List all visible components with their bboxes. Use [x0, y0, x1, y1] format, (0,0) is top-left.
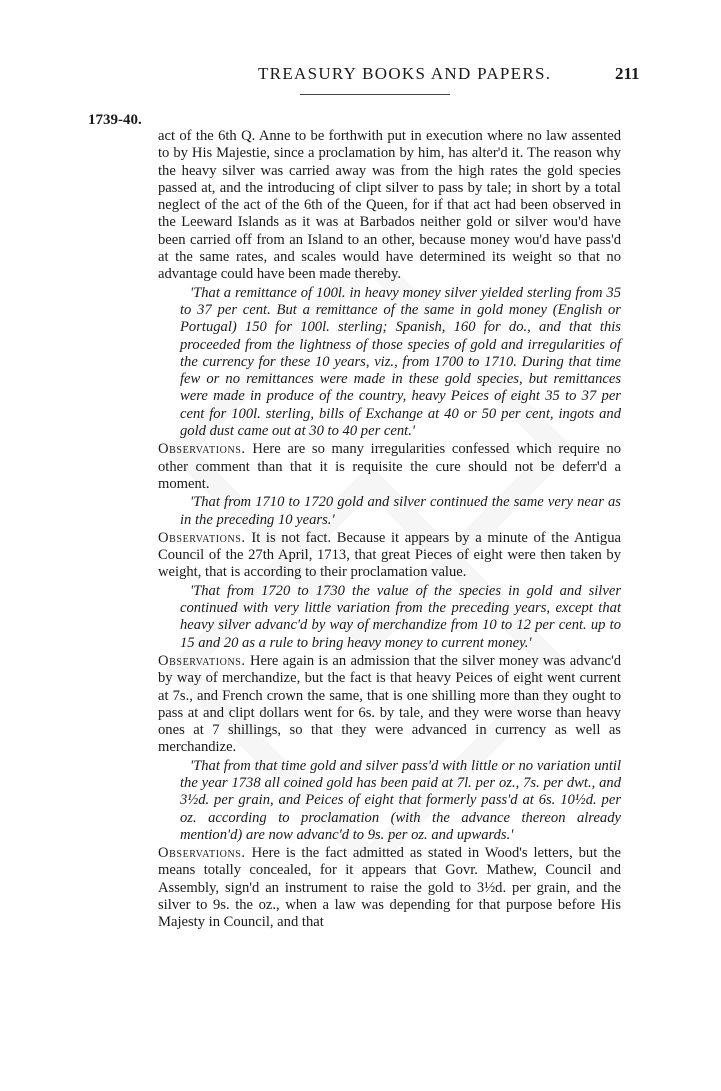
observation-text: Here are so many irregularities confessed which require no other comment than that it is requisite the cure should not be deferr'd a moment.	[158, 441, 622, 492]
header-rule	[300, 94, 450, 95]
observation-label: Observations.	[158, 845, 246, 862]
body-text	[158, 128, 621, 932]
quoted-passage: 'That from that time gold and silver pass'd with little or no variation until the year 1738 all coined gold has been paid at 7l. per oz., 7s. per dwt., and 3½d. per grain, and Peices of eight that formerly pass'd at 6s. 10½d. per oz. according to proclamation (with the advance thereon already mention'd) are now advanc'd to 9s. per oz. and upwards.'	[180, 757, 621, 843]
quoted-passage: 'That from 1720 to 1730 the value of the species in gold and silver continued with very little variation from the preceding years, except that heavy silver advanc'd by way of merchandize from 10 to 12 per cent. up to 15 and 20 as a rule to bring heavy money to current money.'	[180, 582, 621, 651]
page-header	[0, 46, 721, 86]
paragraph: act of the 6th Q. Anne to be forthwith put in execution where no law assented to by His Majestie, since a proclamation by him, has alter'd it. The reason why the heavy silver was carried away was from the high rates the gold species passed at, and the introducing of clipt silver to pass by tale; in short by a total neglect of the act of the 6th of the Queen, for if that act had been observed in the Leeward Islands as it was at Barbados neither gold or silver wou'd have been carried off from an Island to an other, because money wou'd have pass'd at the same rates, and scales would have determined its weight so that no advantage could have been made thereby.	[158, 128, 621, 283]
quoted-passage: 'That from 1710 to 1720 gold and silver continued the same very near as in the preceding 10 years.'	[180, 494, 621, 528]
margin-year: 1739-40.	[88, 112, 142, 128]
observation-paragraph	[158, 530, 621, 582]
observation-text: Here is the fact admitted as stated in Wood's letters, but the means totally concealed, for it appears that Govr. Mathew, Council and Assembly, sign'd an instrument to raise the gold to 3½d. per grain, and the silver to 9s. the oz., when a law was depending for that purpose before His Majesty in Council, and that	[158, 845, 621, 931]
quoted-passage: 'That a remittance of 100l. in heavy money silver yielded sterling from 35 to 37 per cent. But a remittance of the same in gold money (English or Portugal) 150 for 100l. sterling; Spanish, 160 for do., and that this proceeded from the lightness of those species of gold and irregularities of the currency for these 10 years, viz., from 1700 to 1710. During that time few or no remittances were made in these gold species, but remittances were made in produce of the country, heavy Peices of eight 35 to 37 per cent for 100l. sterling, bills of Exchange at 40 or 50 per cent, ingots and gold dust came out at 30 to 40 per cent.'	[180, 284, 621, 440]
observation-paragraph	[158, 653, 621, 757]
observation-label: Observations.	[158, 441, 246, 458]
running-title: TREASURY BOOKS AND PAPERS.	[258, 64, 552, 83]
observation-label: Observations.	[158, 529, 246, 546]
observation-paragraph	[158, 845, 621, 931]
observation-text: It is not fact. Because it appears by a minute of the Antigua Council of the 27th April, 1713, that great Pieces of eight were then taken by weight, that is according to their proclamation value.	[158, 529, 621, 581]
observation-paragraph	[158, 441, 621, 493]
observation-text: Here again is an admission that the silver money was advanc'd by way of merchandize, but the fact is that heavy Peices of eight went current at 7s., and French crown the same, that is one shilling more than they ought to pass at and clipt dollars went for 6s. by tale, and they were worse than heavy ones at 7 shillings, so that they were advanced in currency as well as merchandize.	[158, 652, 621, 756]
observation-label: Observations.	[158, 652, 246, 669]
page-number: 211	[615, 64, 640, 83]
